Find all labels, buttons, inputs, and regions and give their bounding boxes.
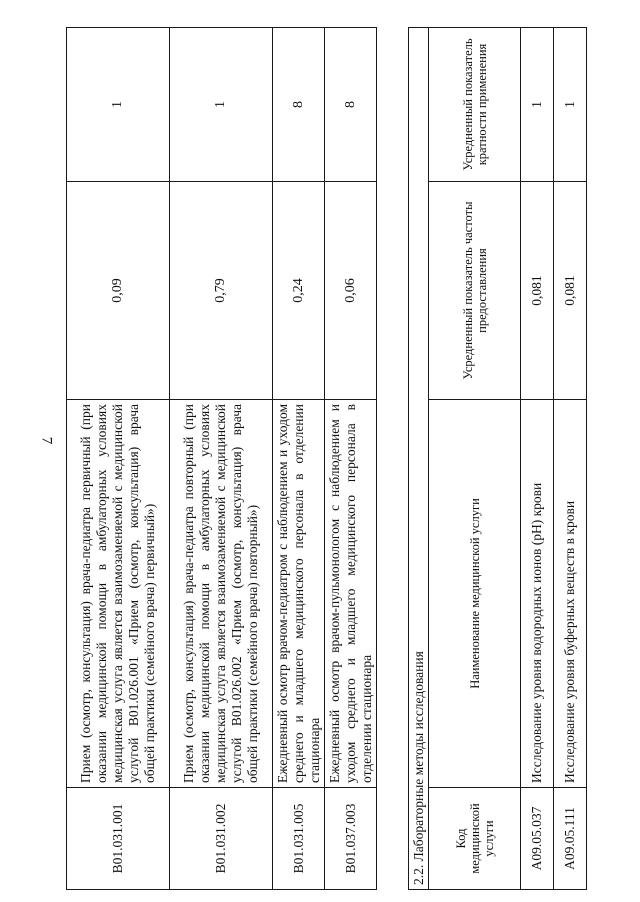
service-name-cell: Исследование уровня буферных веществ в крови	[554, 400, 587, 788]
multiplicity-cell: 1	[521, 27, 554, 181]
multiplicity-cell: 8	[325, 28, 377, 182]
frequency-cell: 0,06	[325, 182, 377, 400]
service-code-cell: A09.05.037	[521, 788, 554, 890]
rotated-page-content	[66, 26, 626, 890]
service-name-cell: Прием (осмотр, консультация) врача-педиатра повторный (при оказании медицинской помощи в амбулаторных условиях медицинская услуга является взаимозаменяемой с медицинской услугой B01.026.002 «Прием (осмотр, консультация) врача общей практики (семейного врача) повторный»)	[170, 400, 273, 788]
table-row	[325, 28, 377, 890]
multiplicity-cell: 1	[170, 28, 273, 182]
service-code-cell: B01.037.003	[325, 788, 377, 890]
table-header-row	[429, 27, 521, 889]
frequency-cell: 0,09	[67, 182, 170, 400]
frequency-cell: 0,24	[273, 182, 325, 400]
header-code: Код медицинской услуги	[429, 788, 521, 890]
consultations-table	[66, 27, 377, 890]
frequency-cell: 0,79	[170, 182, 273, 400]
table-row	[273, 28, 325, 890]
multiplicity-cell: 1	[554, 27, 587, 181]
table-row	[554, 27, 587, 889]
service-name-cell: Прием (осмотр, консультация) врача-педиатра первичный (при оказании медицинской помощи в амбулаторных условиях медицинская услуга является взаимозаменяемой с медицинской услугой B01.026.001 «Прием (осмотр, консультация) врача общей практики (семейного врача) первичный»)	[67, 400, 170, 788]
frequency-cell: 0,081	[554, 182, 587, 400]
service-name-cell: Исследование уровня водородных ионов (pH) крови	[521, 400, 554, 788]
table-row	[67, 28, 170, 890]
page-number: 7	[38, 436, 55, 445]
section-title-row	[409, 27, 429, 889]
service-code-cell: B01.031.001	[67, 788, 170, 890]
header-frequency: Усредненный показатель частоты предоставления	[429, 182, 521, 400]
lab-methods-table	[408, 27, 587, 890]
table-row	[170, 28, 273, 890]
service-code-cell: A09.05.111	[554, 788, 587, 890]
table-row	[521, 27, 554, 889]
service-code-cell: B01.031.002	[170, 788, 273, 890]
service-name-cell: Ежедневный осмотр врачом-пульмонологом с наблюдением и уходом среднего и младшего медицинского персонала в отделении стационара	[325, 400, 377, 788]
frequency-cell: 0,081	[521, 182, 554, 400]
section-title: 2.2. Лабораторные методы исследования	[409, 27, 429, 889]
service-code-cell: B01.031.005	[273, 788, 325, 890]
header-name: Наименование медицинской услуги	[429, 400, 521, 788]
multiplicity-cell: 8	[273, 28, 325, 182]
multiplicity-cell: 1	[67, 28, 170, 182]
header-multiplicity: Усредненный показатель кратности применения	[429, 27, 521, 181]
service-name-cell: Ежедневный осмотр врачом-педиатром с наблюдением и уходом среднего и младшего медицинского персонала в отделении стационара	[273, 400, 325, 788]
